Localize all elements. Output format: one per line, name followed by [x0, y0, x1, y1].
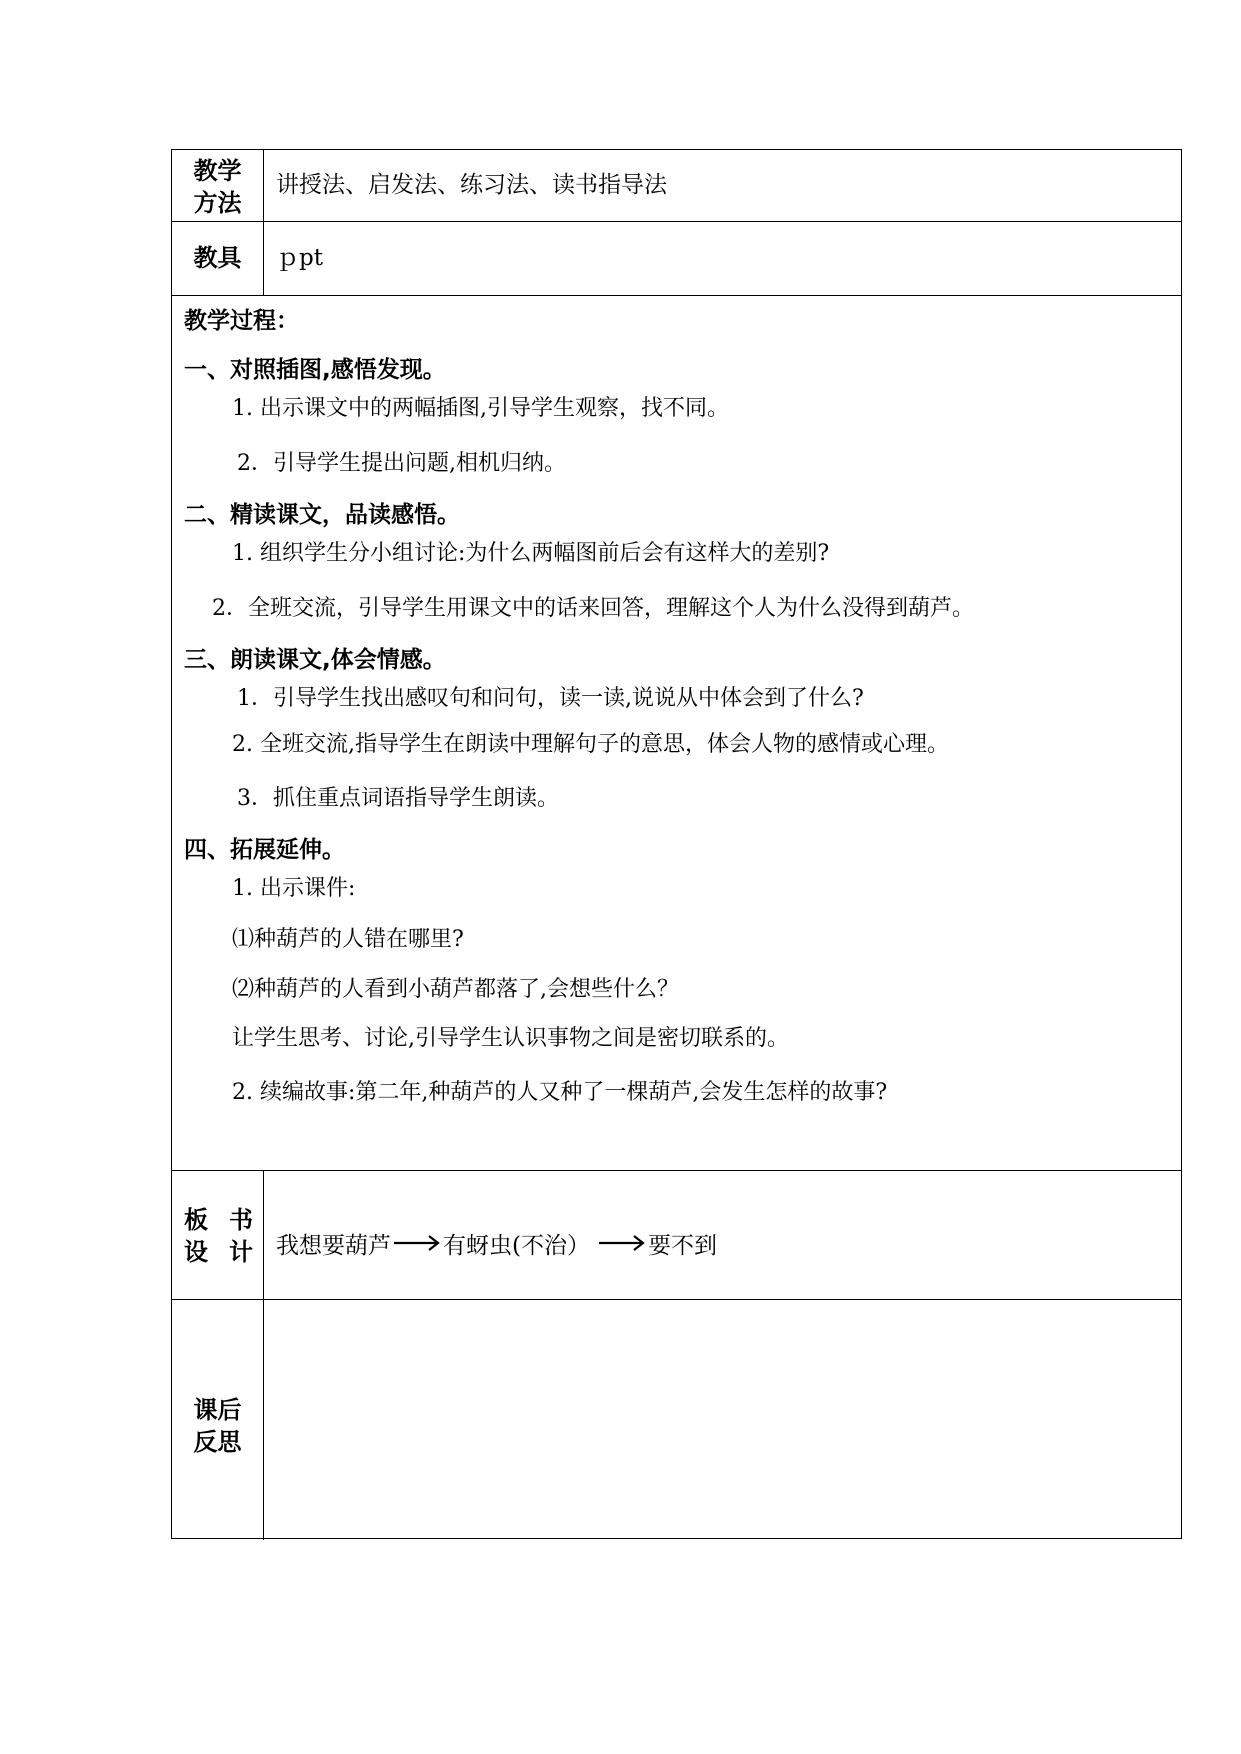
row-divider [172, 1299, 1181, 1300]
row-divider [172, 295, 1181, 296]
section-line: 2. 续编故事:第二年,种葫芦的人又种了一棵葫芦,会发生怎样的故事? [232, 1080, 888, 1105]
section-line: 2．引导学生提出问题,相机归纳。 [237, 451, 566, 476]
section-line: 3．抓住重点词语指导学生朗读。 [237, 786, 559, 811]
section-line: 1．引导学生找出感叹句和问句，读一读,说说从中体会到了什么? [237, 686, 864, 711]
flow-step: 我想要葫芦 [276, 1232, 391, 1259]
reflection-label: 课后 反思 [193, 1396, 242, 1456]
lesson-plan-table [171, 149, 1182, 1539]
column-divider [263, 150, 264, 295]
tools-value: ｐpt [276, 245, 323, 271]
section-heading: 二、精读课文，品读感悟。 [184, 502, 460, 528]
board-flow [276, 1226, 717, 1260]
method-label: 教学 方法 [193, 157, 242, 217]
flow-step: 有蚜虫(不治） [443, 1232, 590, 1259]
section-line: ⑴种葫芦的人错在哪里? [232, 927, 464, 952]
row-divider [172, 1170, 1181, 1171]
section-line: 1. 出示课文中的两幅插图,引导学生观察，找不同。 [232, 396, 729, 421]
section-heading: 四、拓展延伸。 [184, 837, 345, 863]
section-line: 让学生思考、讨论,引导学生认识事物之间是密切联系的。 [232, 1026, 789, 1051]
section-line: 1. 组织学生分小组讨论:为什么两幅图前后会有这样大的差别? [232, 541, 830, 566]
section-line: 2. 全班交流,指导学生在朗读中理解句子的意思，体会人物的感情或心理。 [232, 732, 949, 757]
process-title: 教学过程： [184, 308, 299, 334]
board-label: 板 书 设 计 [184, 1206, 253, 1266]
section-heading: 三、朗读课文,体会情感。 [184, 647, 446, 673]
arrow-right-icon [598, 1233, 646, 1253]
arrow-right-icon [393, 1233, 441, 1253]
column-divider [263, 1170, 264, 1540]
section-line: 1. 出示课件: [232, 876, 356, 901]
section-line: 2．全班交流，引导学生用课文中的话来回答，理解这个人为什么没得到葫芦。 [212, 596, 974, 621]
row-divider [172, 221, 1181, 222]
tools-label: 教具 [193, 244, 242, 272]
flow-step: 要不到 [647, 1232, 717, 1259]
section-line: ⑵种葫芦的人看到小葫芦都落了,会想些什么？ [232, 977, 679, 1002]
section-heading: 一、对照插图,感悟发现。 [184, 357, 446, 383]
method-value: 讲授法、启发法、练习法、读书指导法 [276, 172, 667, 198]
